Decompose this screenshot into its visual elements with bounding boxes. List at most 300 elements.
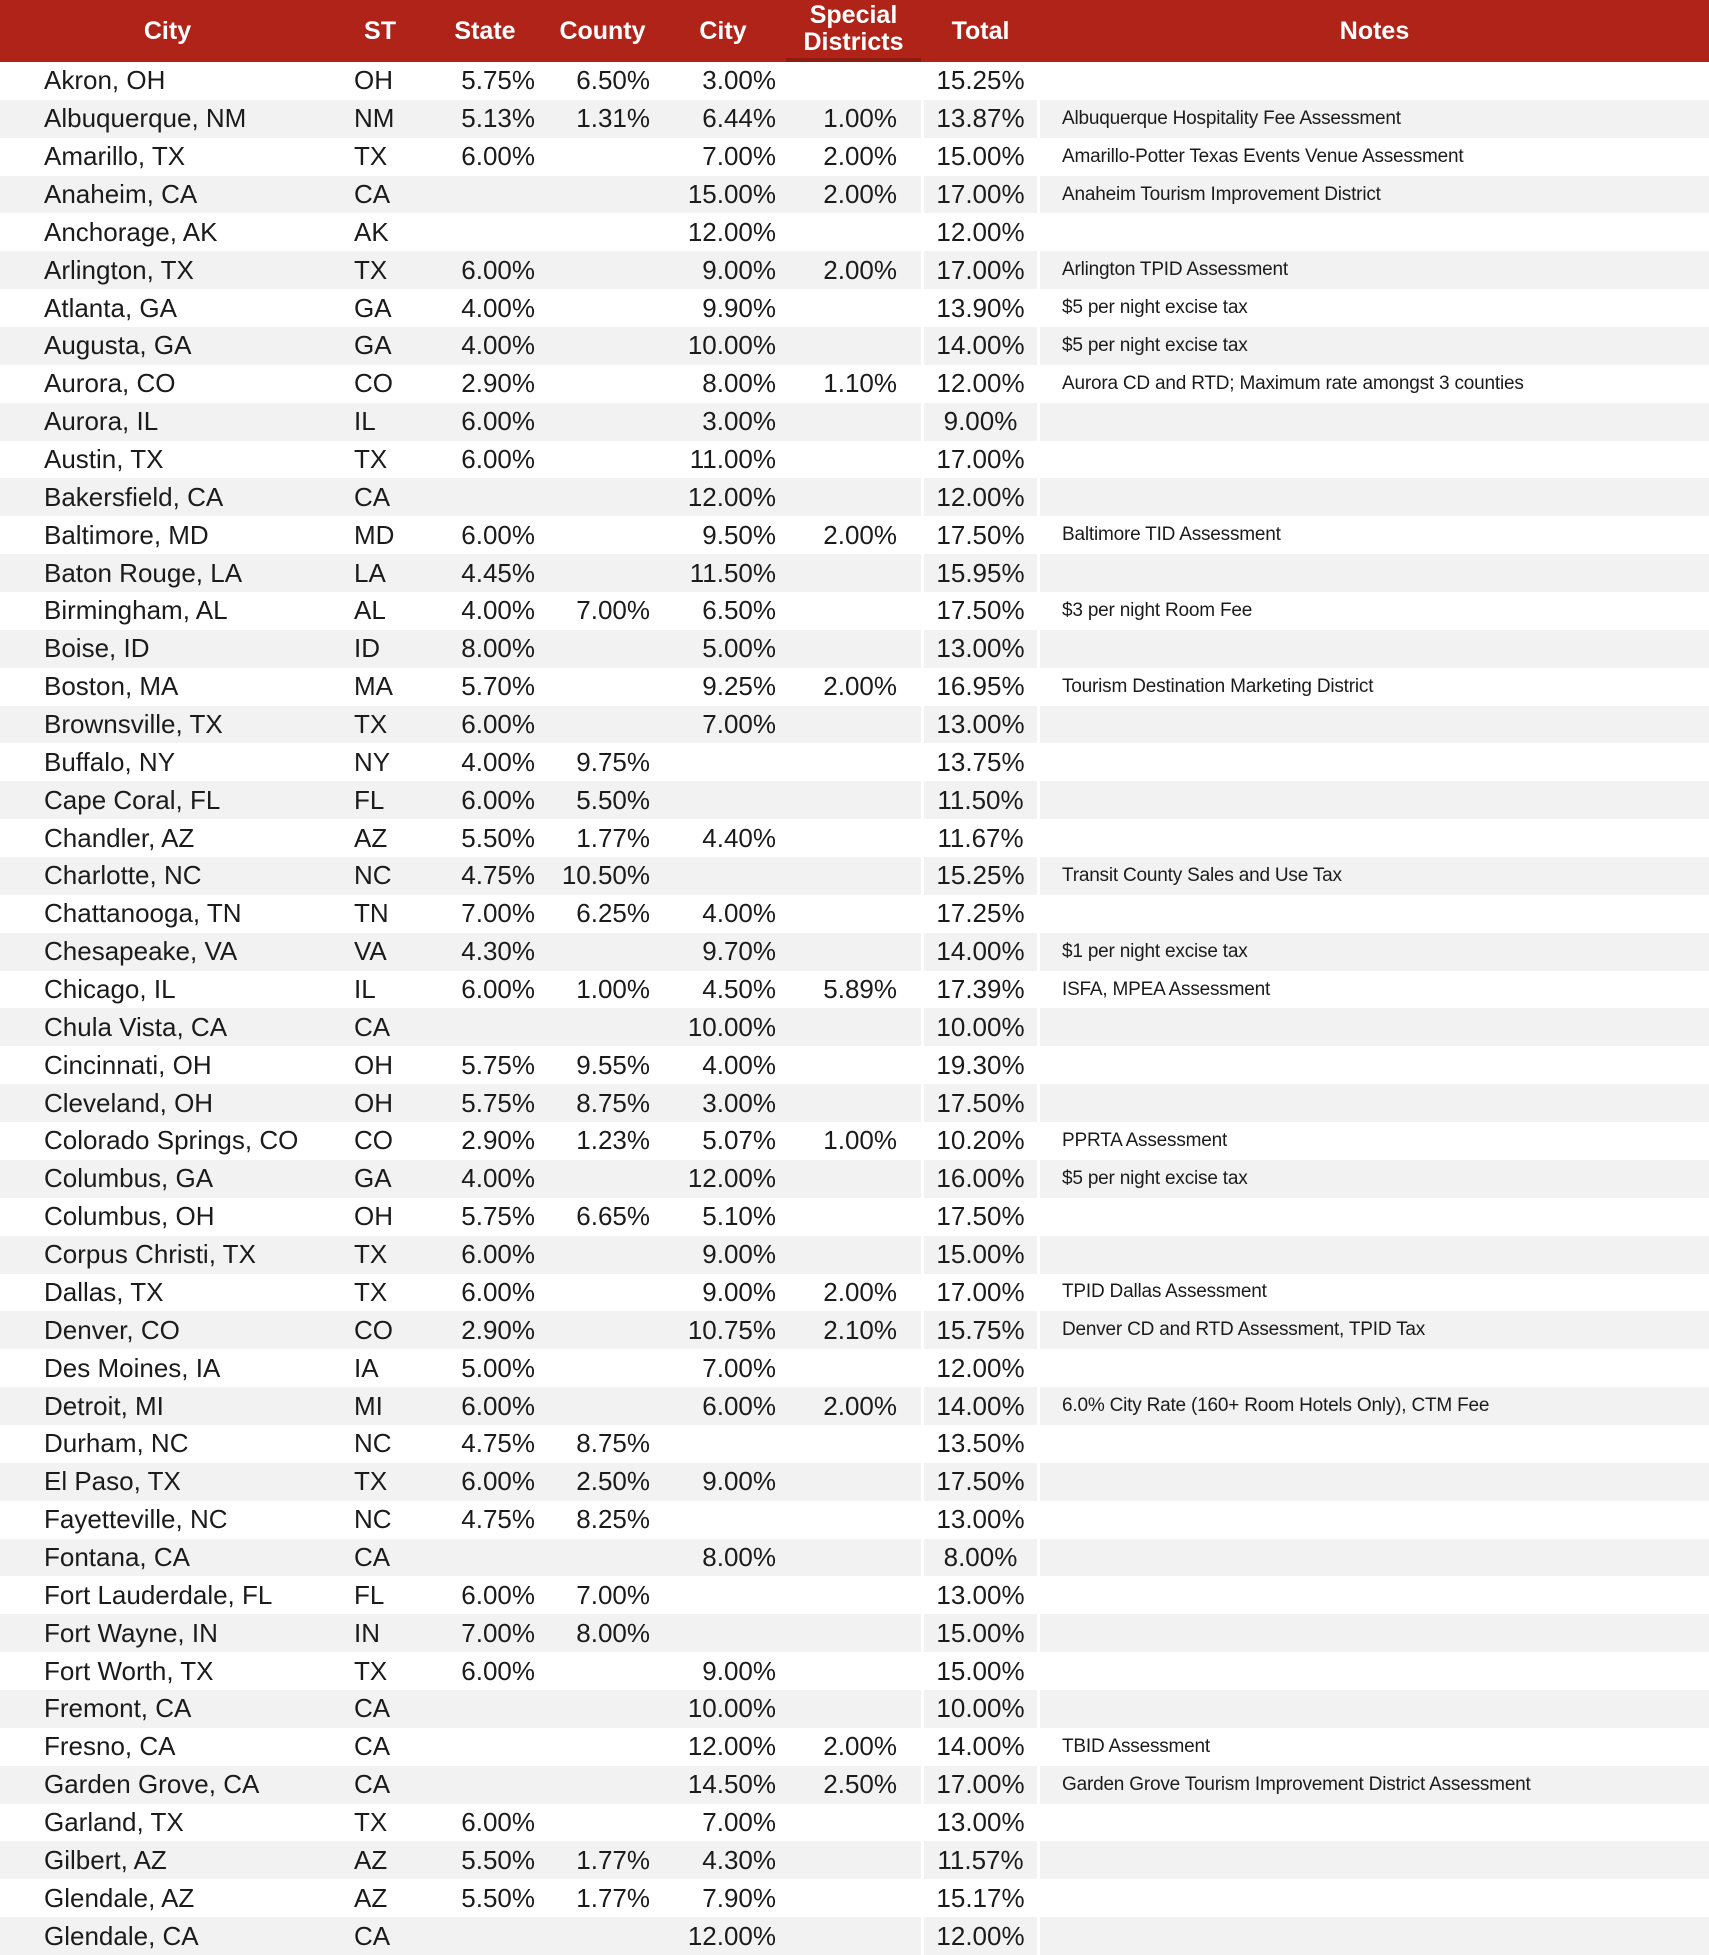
table-row[interactable] (0, 592, 1709, 630)
cell-total-rate: 17.39% (921, 971, 1040, 1009)
cell-city-rate: 4.30% (702, 1844, 776, 1875)
table-row[interactable] (0, 1652, 1709, 1690)
cell-city-rate: 10.00% (687, 1011, 776, 1042)
cell-city: Dallas, TX (44, 1276, 164, 1307)
cell-city: Baltimore, MD (44, 519, 209, 550)
table-row[interactable] (0, 1463, 1709, 1501)
cell-city: Aurora, IL (44, 406, 159, 437)
cell-city-rate: 6.44% (702, 103, 776, 134)
cell-total-rate: 10.00% (921, 1690, 1040, 1728)
cell-city-rate: 12.00% (687, 481, 776, 512)
cell-notes (1040, 1539, 1709, 1577)
table-row[interactable] (0, 1425, 1709, 1463)
cell-st: MD (354, 519, 395, 550)
cell-special-districts-rate (786, 1879, 921, 1917)
cell-total-rate: 17.00% (921, 1274, 1040, 1312)
cell-state-rate: 8.00% (461, 633, 535, 664)
cell-county-rate: 8.75% (576, 1087, 650, 1118)
cell-city: Albuquerque, NM (44, 103, 247, 134)
cell-state-rate: 2.90% (461, 1314, 535, 1345)
cell-city-rate (660, 1501, 786, 1539)
cell-total-rate: 16.95% (921, 668, 1040, 706)
cell-special-districts-rate (786, 1917, 921, 1955)
cell-city: Detroit, MI (44, 1390, 164, 1421)
cell-total-rate: 13.75% (921, 743, 1040, 781)
cell-county-rate (545, 554, 660, 592)
cell-city-rate (660, 743, 786, 781)
cell-notes (1040, 706, 1709, 744)
table-row[interactable] (0, 1841, 1709, 1879)
cell-total-rate: 14.00% (921, 327, 1040, 365)
cell-city-rate (660, 1576, 786, 1614)
cell-total-rate: 10.00% (921, 1008, 1040, 1046)
cell-total-rate: 14.00% (921, 933, 1040, 971)
cell-total-rate: 17.00% (921, 1766, 1040, 1804)
cell-total-rate: 17.50% (921, 516, 1040, 554)
cell-special-districts-rate (786, 895, 921, 933)
cell-special-districts-rate (786, 819, 921, 857)
table-row[interactable] (0, 1311, 1709, 1349)
cell-city-rate: 8.00% (702, 368, 776, 399)
column-header-special-districts[interactable]: Special Districts (786, 0, 921, 62)
cell-total-rate: 13.87% (921, 100, 1040, 138)
cell-state-rate: 6.00% (461, 1276, 535, 1307)
cell-county-rate: 7.00% (576, 1579, 650, 1610)
cell-st: CO (354, 1314, 393, 1345)
cell-city: Des Moines, IA (44, 1352, 221, 1383)
cell-st: AZ (354, 1882, 388, 1913)
cell-notes (1040, 1576, 1709, 1614)
cell-city-rate: 4.00% (702, 898, 776, 929)
cell-notes (1040, 1349, 1709, 1387)
cell-total-rate: 8.00% (921, 1539, 1040, 1577)
cell-notes: TBID Assessment (1062, 1735, 1210, 1757)
cell-city: Fontana, CA (44, 1541, 190, 1572)
cell-city-rate: 9.00% (702, 1466, 776, 1497)
cell-special-districts-rate (786, 781, 921, 819)
cell-city-rate: 12.00% (687, 216, 776, 247)
cell-city-rate: 7.00% (702, 1806, 776, 1837)
cell-county-rate (545, 1766, 660, 1804)
cell-state-rate: 2.90% (461, 368, 535, 399)
cell-st: TX (354, 1806, 388, 1837)
cell-st: FL (354, 784, 385, 815)
cell-special-districts-rate: 1.00% (823, 103, 897, 134)
cell-city-rate: 10.00% (687, 330, 776, 361)
cell-county-rate (545, 1311, 660, 1349)
cell-city: Chicago, IL (44, 974, 176, 1005)
cell-notes: Transit County Sales and Use Tax (1062, 864, 1342, 886)
cell-city-rate: 7.90% (702, 1882, 776, 1913)
cell-city-rate: 9.00% (702, 1239, 776, 1270)
table-row[interactable] (0, 138, 1709, 176)
cell-notes (1040, 1084, 1709, 1122)
cell-total-rate: 12.00% (921, 1917, 1040, 1955)
cell-county-rate (545, 1652, 660, 1690)
cell-st: OH (354, 1201, 393, 1232)
table-row[interactable] (0, 1917, 1709, 1955)
cell-city-rate: 9.00% (702, 1276, 776, 1307)
cell-total-rate: 13.90% (921, 289, 1040, 327)
column-header-city-rate[interactable]: City (699, 16, 747, 45)
table-row[interactable] (0, 213, 1709, 251)
cell-county-rate (545, 176, 660, 214)
cell-state-rate: 5.70% (461, 671, 535, 702)
cell-notes: Aurora CD and RTD; Maximum rate amongst 3 counties (1062, 372, 1524, 394)
cell-notes: PPRTA Assessment (1062, 1129, 1228, 1151)
cell-notes: ISFA, MPEA Assessment (1062, 978, 1271, 1000)
column-header-total[interactable]: Total (951, 16, 1010, 45)
cell-city: Baton Rouge, LA (44, 557, 243, 588)
cell-special-districts-rate: 2.00% (823, 1731, 897, 1762)
cell-notes (1040, 478, 1709, 516)
cell-notes: TPID Dallas Assessment (1062, 1281, 1267, 1303)
cell-state-rate (425, 478, 545, 516)
table-row[interactable] (0, 895, 1709, 933)
cell-st: CA (354, 1541, 391, 1572)
cell-st: TN (354, 898, 389, 929)
cell-state-rate: 4.75% (461, 1504, 535, 1535)
cell-special-districts-rate: 1.10% (823, 368, 897, 399)
cell-special-districts-rate (786, 554, 921, 592)
cell-st: ID (354, 633, 380, 664)
cell-city-rate: 9.50% (702, 519, 776, 550)
cell-county-rate: 1.77% (576, 1844, 650, 1875)
cell-total-rate: 15.25% (921, 62, 1040, 100)
cell-st: CO (354, 368, 393, 399)
cell-city: Cincinnati, OH (44, 1049, 212, 1080)
table-row[interactable] (0, 1804, 1709, 1842)
cell-city: Corpus Christi, TX (44, 1239, 256, 1270)
table-row[interactable] (0, 1614, 1709, 1652)
cell-notes (1040, 213, 1709, 251)
cell-state-rate (425, 213, 545, 251)
cell-special-districts-rate (786, 1690, 921, 1728)
cell-city: Chula Vista, CA (44, 1011, 228, 1042)
cell-county-rate (545, 1917, 660, 1955)
cell-city: Gilbert, AZ (44, 1844, 167, 1875)
cell-city-rate (660, 1425, 786, 1463)
cell-notes (1040, 1917, 1709, 1955)
cell-city: Garland, TX (44, 1806, 184, 1837)
cell-state-rate: 6.00% (461, 1806, 535, 1837)
column-header-county[interactable]: County (559, 16, 646, 45)
cell-city: Fremont, CA (44, 1693, 192, 1724)
cell-city: Fort Wayne, IN (44, 1617, 218, 1648)
cell-state-rate: 6.00% (461, 406, 535, 437)
cell-city-rate: 3.00% (702, 65, 776, 96)
cell-notes: Garden Grove Tourism Improvement District Assessment (1062, 1773, 1531, 1795)
column-header-notes[interactable]: Notes (1339, 16, 1410, 45)
cell-city: Garden Grove, CA (44, 1769, 260, 1800)
cell-city-rate: 10.75% (687, 1314, 776, 1345)
cell-city-rate: 9.90% (702, 292, 776, 323)
cell-state-rate: 4.75% (461, 860, 535, 891)
table-row[interactable] (0, 403, 1709, 441)
cell-st: CA (354, 1920, 391, 1951)
table-row[interactable] (0, 1766, 1709, 1804)
cell-special-districts-rate (786, 1539, 921, 1577)
table-row[interactable] (0, 743, 1709, 781)
cell-county-rate (545, 289, 660, 327)
table-row[interactable] (0, 1728, 1709, 1766)
cell-st: CA (354, 1731, 391, 1762)
table-row[interactable] (0, 1539, 1709, 1577)
cell-state-rate: 6.00% (461, 784, 535, 815)
table-row[interactable] (0, 327, 1709, 365)
cell-county-rate: 5.50% (576, 784, 650, 815)
cell-special-districts-rate (786, 1349, 921, 1387)
cell-county-rate (545, 213, 660, 251)
column-header-state[interactable]: State (454, 16, 516, 45)
cell-city: Aurora, CO (44, 368, 176, 399)
table-row[interactable] (0, 630, 1709, 668)
cell-notes (1040, 630, 1709, 668)
cell-city: Atlanta, GA (44, 292, 177, 323)
cell-notes: $5 per night excise tax (1062, 1167, 1248, 1189)
table-row[interactable] (0, 1349, 1709, 1387)
cell-city: Boise, ID (44, 633, 150, 664)
cell-total-rate: 9.00% (921, 403, 1040, 441)
cell-county-rate (545, 251, 660, 289)
cell-special-districts-rate (786, 213, 921, 251)
table-row[interactable] (0, 1046, 1709, 1084)
cell-st: NC (354, 860, 392, 891)
cell-state-rate (425, 1539, 545, 1577)
table-row[interactable] (0, 933, 1709, 971)
cell-county-rate: 1.00% (576, 974, 650, 1005)
cell-county-rate: 2.50% (576, 1466, 650, 1497)
cell-special-districts-rate (786, 706, 921, 744)
cell-special-districts-rate (786, 1160, 921, 1198)
table-row[interactable] (0, 1879, 1709, 1917)
cell-total-rate: 13.00% (921, 1576, 1040, 1614)
cell-state-rate: 6.00% (461, 1466, 535, 1497)
cell-special-districts-rate (786, 1084, 921, 1122)
table-row[interactable] (0, 971, 1709, 1009)
cell-total-rate: 16.00% (921, 1160, 1040, 1198)
cell-total-rate: 17.50% (921, 1198, 1040, 1236)
table-row[interactable] (0, 1501, 1709, 1539)
cell-state-rate: 4.00% (461, 292, 535, 323)
table-row[interactable] (0, 478, 1709, 516)
cell-state-rate: 5.75% (461, 1049, 535, 1080)
table-row[interactable] (0, 1274, 1709, 1312)
cell-notes (1040, 1879, 1709, 1917)
cell-st: TX (354, 1655, 388, 1686)
cell-special-districts-rate: 2.00% (823, 141, 897, 172)
cell-total-rate: 12.00% (921, 478, 1040, 516)
cell-city-rate: 4.40% (702, 822, 776, 853)
cell-notes (1040, 441, 1709, 479)
table-row[interactable] (0, 176, 1709, 214)
table-row[interactable] (0, 1387, 1709, 1425)
cell-state-rate: 6.00% (461, 1390, 535, 1421)
cell-county-rate (545, 1349, 660, 1387)
cell-state-rate (425, 1690, 545, 1728)
cell-city: Amarillo, TX (44, 141, 186, 172)
cell-state-rate: 6.00% (461, 1655, 535, 1686)
cell-special-districts-rate: 2.10% (823, 1314, 897, 1345)
table-row[interactable] (0, 516, 1709, 554)
cell-city-rate: 3.00% (702, 1087, 776, 1118)
cell-state-rate: 6.00% (461, 254, 535, 285)
table-row[interactable] (0, 289, 1709, 327)
cell-st: OH (354, 65, 393, 96)
cell-total-rate: 13.00% (921, 1501, 1040, 1539)
cell-special-districts-rate (786, 933, 921, 971)
cell-state-rate (425, 1008, 545, 1046)
cell-city-rate: 4.00% (702, 1049, 776, 1080)
cell-st: NC (354, 1504, 392, 1535)
table-row[interactable] (0, 1008, 1709, 1046)
table-row[interactable] (0, 781, 1709, 819)
cell-city-rate: 6.00% (702, 1390, 776, 1421)
table-row[interactable] (0, 441, 1709, 479)
table-row[interactable] (0, 100, 1709, 138)
cell-county-rate (545, 1690, 660, 1728)
table-row[interactable] (0, 1576, 1709, 1614)
cell-city: Glendale, CA (44, 1920, 199, 1951)
cell-city-rate (660, 781, 786, 819)
cell-total-rate: 19.30% (921, 1046, 1040, 1084)
cell-city-rate: 8.00% (702, 1541, 776, 1572)
cell-city: Akron, OH (44, 65, 166, 96)
cell-total-rate: 14.00% (921, 1387, 1040, 1425)
cell-special-districts-rate (786, 289, 921, 327)
cell-special-districts-rate (786, 1501, 921, 1539)
cell-special-districts-rate (786, 1652, 921, 1690)
cell-county-rate: 1.31% (576, 103, 650, 134)
cell-total-rate: 15.75% (921, 1311, 1040, 1349)
cell-st: CO (354, 1125, 393, 1156)
cell-notes (1040, 1841, 1709, 1879)
cell-special-districts-rate (786, 441, 921, 479)
cell-county-rate: 9.55% (576, 1049, 650, 1080)
cell-city-rate: 12.00% (687, 1731, 776, 1762)
column-header-city[interactable]: City (143, 16, 192, 45)
cell-st: NM (354, 103, 395, 134)
cell-st: AZ (354, 1844, 388, 1875)
cell-city-rate: 4.50% (702, 974, 776, 1005)
table-row[interactable] (0, 1084, 1709, 1122)
cell-notes (1040, 403, 1709, 441)
cell-city: Austin, TX (44, 444, 164, 475)
table-row[interactable] (0, 62, 1709, 100)
table-row[interactable] (0, 1122, 1709, 1160)
cell-city: Brownsville, TX (44, 709, 223, 740)
cell-state-rate: 5.75% (461, 1201, 535, 1232)
table-row[interactable] (0, 1160, 1709, 1198)
cell-city-rate: 5.10% (702, 1201, 776, 1232)
table-row[interactable] (0, 668, 1709, 706)
cell-total-rate: 17.00% (921, 441, 1040, 479)
table-row[interactable] (0, 857, 1709, 895)
table-body (0, 62, 1709, 1955)
cell-state-rate: 5.00% (461, 1352, 535, 1383)
cell-county-rate: 7.00% (576, 595, 650, 626)
cell-city: Buffalo, NY (44, 746, 176, 777)
cell-total-rate: 17.00% (921, 176, 1040, 214)
cell-city: Bakersfield, CA (44, 481, 224, 512)
cell-city-rate: 12.00% (687, 1163, 776, 1194)
cell-city-rate: 14.50% (687, 1769, 776, 1800)
cell-st: TX (354, 141, 388, 172)
cell-st: MA (354, 671, 393, 702)
cell-special-districts-rate (786, 1804, 921, 1842)
cell-st: CA (354, 179, 391, 209)
cell-city: Chattanooga, TN (44, 898, 242, 929)
cell-special-districts-rate (786, 1008, 921, 1046)
cell-county-rate (545, 516, 660, 554)
cell-county-rate (545, 403, 660, 441)
table-row[interactable] (0, 1236, 1709, 1274)
cell-total-rate: 11.57% (921, 1841, 1040, 1879)
cell-city-rate: 15.00% (687, 179, 776, 209)
cell-state-rate: 5.50% (461, 1844, 535, 1875)
cell-notes (1040, 1425, 1709, 1463)
cell-city-rate: 5.00% (702, 633, 776, 664)
table-row[interactable] (0, 365, 1709, 403)
cell-state-rate: 6.00% (461, 519, 535, 550)
cell-st: NY (354, 746, 391, 777)
column-header-st[interactable]: ST (364, 16, 396, 45)
cell-state-rate: 6.00% (461, 444, 535, 475)
table-row[interactable] (0, 1198, 1709, 1236)
table-row[interactable] (0, 251, 1709, 289)
table-row[interactable] (0, 554, 1709, 592)
cell-notes (1040, 781, 1709, 819)
cell-city-rate: 7.00% (702, 709, 776, 740)
cell-special-districts-rate: 2.00% (823, 1276, 897, 1307)
cell-special-districts-rate (786, 1046, 921, 1084)
cell-notes: 6.0% City Rate (160+ Room Hotels Only), CTM Fee (1062, 1395, 1490, 1416)
cell-special-districts-rate (786, 478, 921, 516)
cell-city: Chandler, AZ (44, 822, 195, 853)
cell-notes: $5 per night excise tax (1062, 334, 1248, 356)
cell-notes (1040, 1690, 1709, 1728)
cell-state-rate: 4.00% (461, 746, 535, 777)
cell-city-rate (660, 857, 786, 895)
cell-st: GA (354, 292, 392, 323)
cell-st: MI (354, 1390, 383, 1421)
cell-notes (1040, 62, 1709, 100)
cell-county-rate (545, 365, 660, 403)
cell-county-rate (545, 478, 660, 516)
cell-st: IN (354, 1617, 380, 1648)
cell-st: IL (354, 974, 376, 1005)
cell-city: Cape Coral, FL (44, 784, 221, 815)
cell-county-rate (545, 1274, 660, 1312)
cell-county-rate (545, 1236, 660, 1274)
cell-county-rate: 8.25% (576, 1504, 650, 1535)
table-row[interactable] (0, 706, 1709, 744)
table-row[interactable] (0, 819, 1709, 857)
cell-city: Boston, MA (44, 671, 179, 702)
cell-city: Chesapeake, VA (44, 936, 238, 967)
cell-notes: Baltimore TID Assessment (1062, 524, 1281, 546)
cell-county-rate (545, 1728, 660, 1766)
cell-total-rate: 15.25% (921, 857, 1040, 895)
table-row[interactable] (0, 1690, 1709, 1728)
cell-st: CA (354, 1769, 391, 1800)
cell-state-rate: 5.50% (461, 1882, 535, 1913)
cell-special-districts-rate (786, 1576, 921, 1614)
cell-city-rate: 11.50% (689, 557, 776, 588)
cell-city: Fort Lauderdale, FL (44, 1579, 273, 1610)
cell-total-rate: 17.00% (921, 251, 1040, 289)
cell-special-districts-rate (786, 403, 921, 441)
